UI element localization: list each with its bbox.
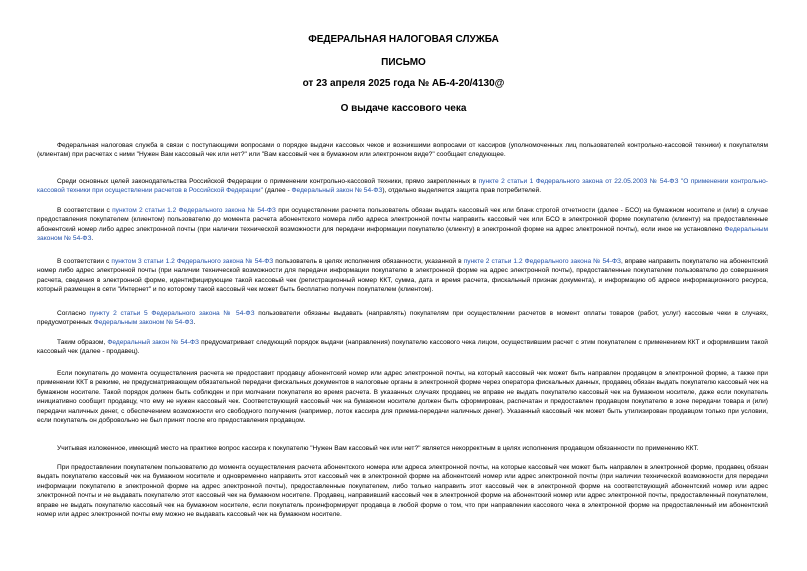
paragraph-3	[37, 206, 768, 244]
paragraph-2	[37, 177, 768, 196]
paragraph-4	[37, 257, 768, 295]
paragraph-text: Таким образом,	[57, 339, 108, 346]
document-subject: О выдаче кассового чека	[340, 103, 467, 114]
paragraph-8: Учитывая изложенное, имеющий место на практике вопрос кассира к покупателю "Нужен Вам кассовый чек или нет?" является некорректным в целях исполнения продавцом обязанности по применению ККТ.	[57, 445, 699, 452]
paragraph-text: , вправе направить покупателю на абонентский номер либо адрес электронной почты (при наличии технической возможности для передачи информации покупателю в электронной форме на адрес электронной почты), предоставленные покупателем пользователю до совершения расчета, сведения в электронной форме, идентифицирующие такой кассовый чек (регистрационный номер ККТ, сумма, дата и время расчета, фискальный признак документа), и информацию об адресе информационного ресурса, который размещен в сети "Интернет" и по которому такой кассовый чек может быть бесплатно получен покупателем (клиентом).	[37, 258, 768, 294]
paragraph-text: пользователи обязаны выдавать (направлять) покупателям при осуществлении расчетов в момент оплаты товаров (работ, услуг) кассовые чеки в случаях, предусмотренных	[37, 310, 768, 327]
paragraph-text: пользователь в целях исполнения обязанности, указанной в	[273, 258, 464, 265]
paragraph-text: ), отдельно выделяется защита прав потребителей.	[382, 187, 542, 195]
paragraph-text: В соответствии с	[57, 258, 112, 265]
paragraph-text: при осуществлении расчета пользователь обязан выдать кассовый чек или бланк строгой отчетности (далее - БСО) на бумажном носителе и (или) в случае предоставления покупателем (клиентом) пользователю до момента расчета абонентского номера либо адреса электронной почты направить кассовый чек или БСО в электронной форме покупателю (клиенту) на предоставленные абонентский номер либо адрес электронной почты (при наличии технической возможности для передачи информации покупателю (клиенту) в электронной форме на адрес электронной почты), если иное не установлено	[37, 207, 768, 233]
paragraph-text: Согласно	[57, 310, 90, 317]
paragraph-text: (далее -	[262, 187, 292, 195]
law-link[interactable]: пунктом 2 статьи 1.2 Федерального закона № 54-ФЗ	[112, 207, 276, 214]
law-link[interactable]: Федеральным законом № 54-ФЗ	[93, 319, 194, 327]
agency-title: ФЕДЕРАЛЬНАЯ НАЛОГОВАЯ СЛУЖБА	[308, 34, 499, 45]
paragraph-text: В соответствии с	[57, 207, 113, 214]
paragraph-5	[37, 309, 768, 328]
paragraph-9: При предоставлении покупателем пользователю до момента осуществления расчета абонентского номера или адреса электронной почты, на которые кассовый чек может быть направлен в электронной форме, продавец обязан выдать покупателю кассовый чек на бумажном носителе и одновременно направить этот кассовый чек в электронной форме на абонентский номер или адрес электронной почты (при наличии технической возможности для передачи информации покупателю в электронной форме на адрес электронной почты), предоставленные покупателем, либо только направить этот кассовый чек в электронной форме на соответствующий абонентский номер или адрес электронной почты и не выдавать покупателю этот кассовый чек на бумажном носителе. Продавец, направивший кассовый чек в электронной форме на абонентский номер или адрес электронной почты, предоставленный покупателем, вправе не выдать покупателю кассовый чек на бумажном носителе, если покупатель проинформирует продавца в любой форме о том, что при направлении кассового чека в электронной форме на предоставленный им абонентский номер или адрес электронной почты ему можно не выдавать кассовый чек на бумажном носителе.	[37, 464, 768, 519]
paragraph-6	[37, 338, 768, 357]
document-type: ПИСЬМО	[381, 57, 426, 68]
paragraph-text: предусматривает следующий порядок выдачи (направления) покупателю кассового чека лицом, осуществившим расчет с этим покупателем с применением ККТ и оформившим такой кассовый чек (далее - продавец).	[37, 339, 768, 356]
law-link[interactable]: пункте 2 статьи 1.2 Федерального закона № 54-ФЗ	[463, 258, 622, 265]
document-number: от 23 апреля 2025 года № АБ-4-20/4130@	[302, 78, 505, 89]
paragraph-text: Среди основных целей законодательства Российской Федерации о применении контрольно-кассовой техники, прямо закрепленных в	[57, 178, 479, 185]
law-link[interactable]: Федеральный закон № 54-ФЗ	[107, 339, 200, 346]
law-link[interactable]: пунктом 3 статьи 1.2 Федерального закона № 54-ФЗ	[111, 258, 274, 265]
law-link[interactable]: Федеральный закон № 54-ФЗ	[291, 187, 383, 195]
law-link[interactable]: Федеральным законом № 54-ФЗ	[37, 225, 768, 243]
paragraph-1: Федеральная налоговая служба в связи с поступающими вопросами о порядке выдачи кассовых чеков и возникшими вопросами от кассиров (уполномоченных лиц пользователей контрольно-кассовой техники) к покупателям (клиентам) при расчетах с ними "Нужен Вам кассовый чек или нет?" или "Вам кассовый чек в бумажном или электронном виде?" сообщает следующее.	[37, 142, 768, 159]
law-link[interactable]: пункте 2 статьи 1 Федерального закона от 22.05.2003 № 54-ФЗ "О применении контрольно-кассовой техники при осуществлении расчетов в Российской Федерации"	[37, 178, 768, 195]
paragraph-text: .	[193, 319, 196, 327]
paragraph-text: .	[91, 235, 94, 243]
paragraph-7: Если покупатель до момента осуществления расчета не предоставит продавцу абонентский номер или адрес электронной почты, на который кассовый чек может быть направлен продавцом в электронной форме, а также при применении ККТ в режиме, не предусматривающем обязательной передачи фискальных документов в налоговые органы в электронной форме через оператора фискальных данных, продавец обязан выдать покупателю кассовый чек на бумажном носителе. Такой порядок должен быть соблюден и при молчании покупателя во время расчета. В указанных случаях продавец не вправе не выдать покупателю кассовый чек на бумажном носителе, даже если покупатель инициативно сообщит продавцу, что ему не нужен кассовый чек. Соответствующий кассовый чек на бумажном носителе должен быть сформирован, распечатан и предоставлен продавцом покупателю в зоне передачи товара и (или) передачи наличных денег, с обеспечением возможности его свободного получения (например, лоток кассира для приема-передачи наличных денег). Указанный кассовый чек может быть утилизирован продавцом только при условии, если покупатель он добровольно не был принят после его предоставления продавцом.	[37, 370, 768, 425]
law-link[interactable]: пункту 2 статьи 5 Федерального закона № 54-ФЗ	[89, 310, 255, 317]
